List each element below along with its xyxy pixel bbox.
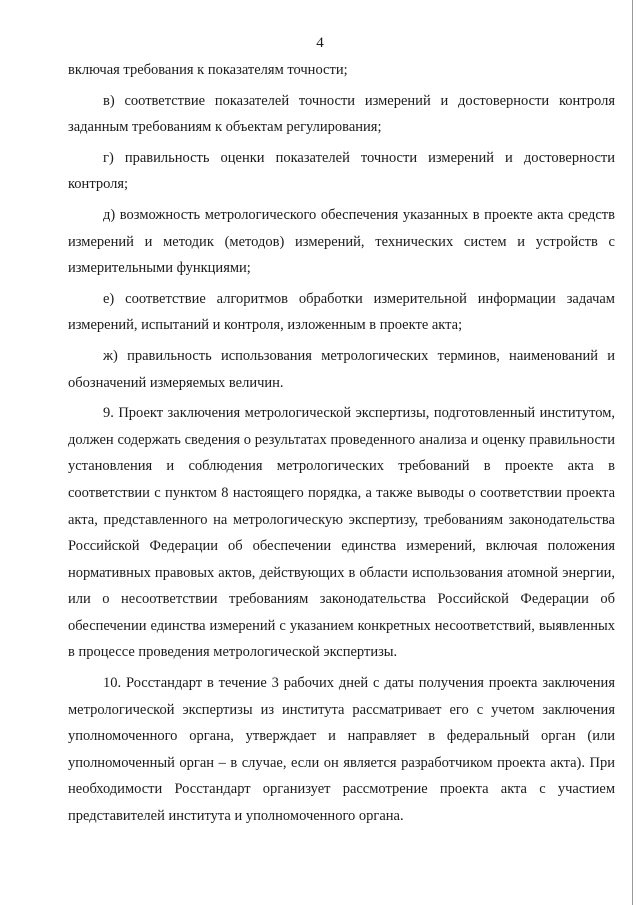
paragraph-section-9: 9. Проект заключения метрологической экспертизы, подготовленный институтом, должен содержать сведения о результатах проведенного анализа и оценку правильности установления и соблюдения метрологических требований в проекте акта в соответствии с пунктом 8 настоящего порядка, а также выводы о соответствии проекта акта, представленного на метрологическую экспертизу, требованиям законодательства Российской Федерации об обеспечении единства измерений, включая положения нормативных правовых актов, действующих в области использования атомной энергии, или о несоответствии требованиям законодательства Российской Федерации об обеспечении единства измерений с указанием конкретных несоответствий, выявленных в процессе проведения метрологической экспертизы. (68, 405, 615, 661)
paragraph-section-10: 10. Росстандарт в течение 3 рабочих дней с даты получения проекта заключения метрологической экспертизы из института рассматривает его с учетом заключения уполномоченного органа, утверждает и направляет в федеральный орган (или уполномоченный орган – в случае, если он является разработчиком проекта акта). При необходимости Росстандарт организует рассмотрение проекта акта с участием представителей института и уполномоченного органа. (68, 675, 615, 825)
document-body (68, 57, 615, 830)
paragraph-item-v: в) соответствие показателей точности измерений и достоверности контроля заданным требованиям к объектам регулирования; (68, 92, 615, 136)
paragraph-item-g: г) правильность оценки показателей точности измерений и достоверности контроля; (68, 149, 615, 193)
paragraph-continuation: включая требования к показателям точности; (68, 62, 348, 78)
page-edge-line (632, 0, 633, 905)
paragraph-item-d: д) возможность метрологического обеспечения указанных в проекте акта средств измерений и методик (методов) измерений, технических систем и устройств с измерительными функциями; (68, 206, 615, 277)
paragraph-item-e: е) соответствие алгоритмов обработки измерительной информации задачам измерений, испытаний и контроля, изложенным в проекте акта; (68, 290, 615, 334)
page-number: 4 (316, 35, 324, 51)
paragraph-item-zh: ж) правильность использования метрологических терминов, наименований и обозначений измеряемых величин. (68, 347, 615, 391)
